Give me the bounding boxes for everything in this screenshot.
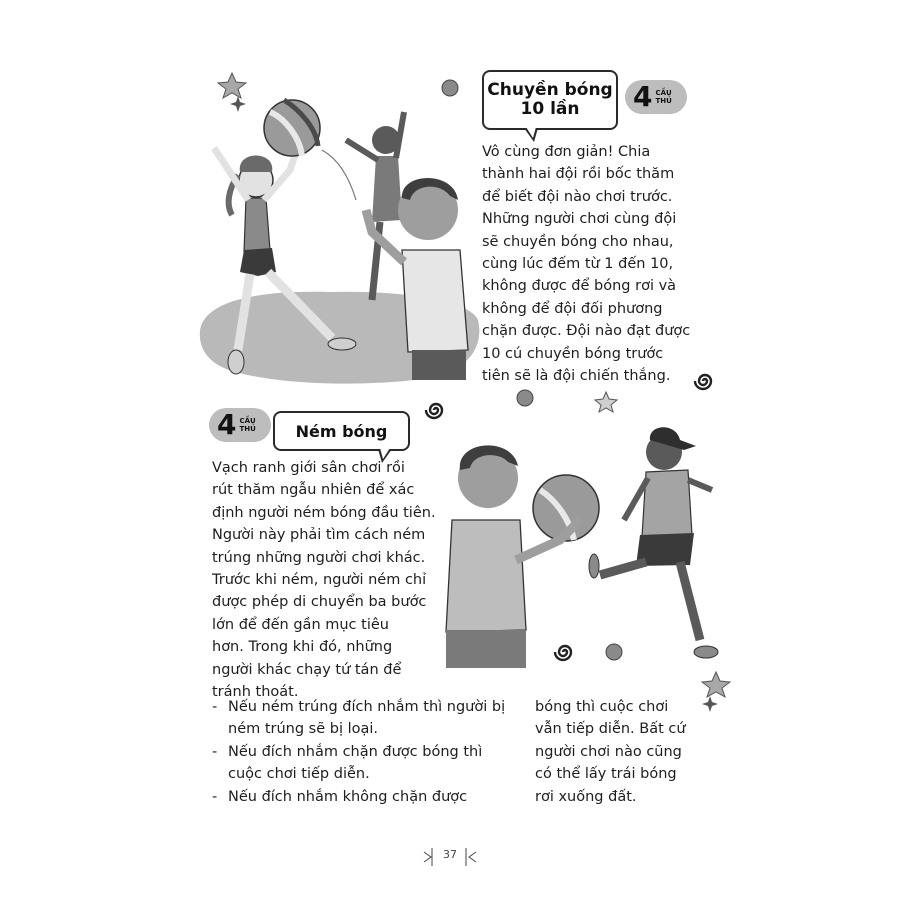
section-2-continuation: bóng thì cuộc chơi vẫn tiếp diễn. Bất cứ người chơi nào cũng có thể lấy trái bóng rơi xuống đất.	[535, 699, 686, 805]
players-label-line-1: CẦU	[655, 89, 672, 97]
girl-back-figure	[346, 112, 404, 300]
ball-icon	[517, 390, 533, 406]
spiral-icon	[555, 646, 571, 660]
kids-dodgeball-illustration	[446, 427, 718, 668]
sparkle-icon	[702, 696, 718, 712]
section-2-title-bubble	[273, 411, 410, 451]
section-1-title-line-2: 10 lần	[520, 99, 580, 119]
ball-icon	[442, 80, 458, 96]
section-2-players-badge	[209, 408, 271, 442]
list-item: - Nếu đích nhắm chặn được bóng thì cuộc chơi tiếp diễn.	[212, 741, 512, 786]
section-1-title-line-1: Chuyền bóng	[487, 80, 613, 100]
players-label-line-1: CẦU	[239, 417, 256, 425]
players-count: 4	[633, 80, 653, 113]
players-label-line-2: THỦ	[239, 425, 256, 433]
players-label-line-2: THỦ	[655, 97, 672, 105]
section-2-body: Vạch ranh giới sân chơi rồi rút thăm ngẫu nhiên để xác định người ném bóng đầu tiên. Người này phải tìm cách ném trúng những người chơi khác. Trước khi ném, người ném chỉ được phép di chuyển ba bước lớn để đến gần mục tiêu hơn. Trong khi đó, những người khác chạy tứ tán để tránh thoát.	[212, 460, 436, 701]
list-item: - Nếu ném trúng đích nhắm thì người bị ném trúng sẽ bị loại.	[212, 696, 512, 741]
star-icon	[595, 392, 617, 412]
list-item: - Nếu đích nhắm không chặn được	[212, 786, 512, 808]
section-1-body: Vô cùng đơn giản! Chia thành hai đội rồi bốc thăm để biết đội nào chơi trước. Những người chơi cùng đội sẽ chuyền bóng cho nhau, cùng lúc đếm từ 1 đến 10, không được để bóng rơi và không để đội đối phương chặn được. Đội nào đạt được 10 cú chuyền bóng trước tiên sẽ là đội chiến thắng.	[482, 144, 691, 385]
page-number-box	[421, 845, 479, 867]
section-1-title-bubble	[482, 70, 618, 130]
sparkle-icon	[230, 96, 246, 112]
spiral-icon	[426, 404, 442, 418]
section-2-title: Ném bóng	[295, 421, 388, 441]
players-count: 4	[217, 408, 237, 441]
ball-icon	[606, 644, 622, 660]
section-1-players-badge	[625, 80, 687, 114]
page-number: 37	[443, 848, 457, 861]
star-icon	[702, 672, 730, 697]
kids-passing-ball-illustration	[200, 100, 480, 384]
star-icon	[218, 73, 246, 98]
section-2-rules-list	[212, 696, 512, 808]
beach-ball	[264, 100, 320, 156]
